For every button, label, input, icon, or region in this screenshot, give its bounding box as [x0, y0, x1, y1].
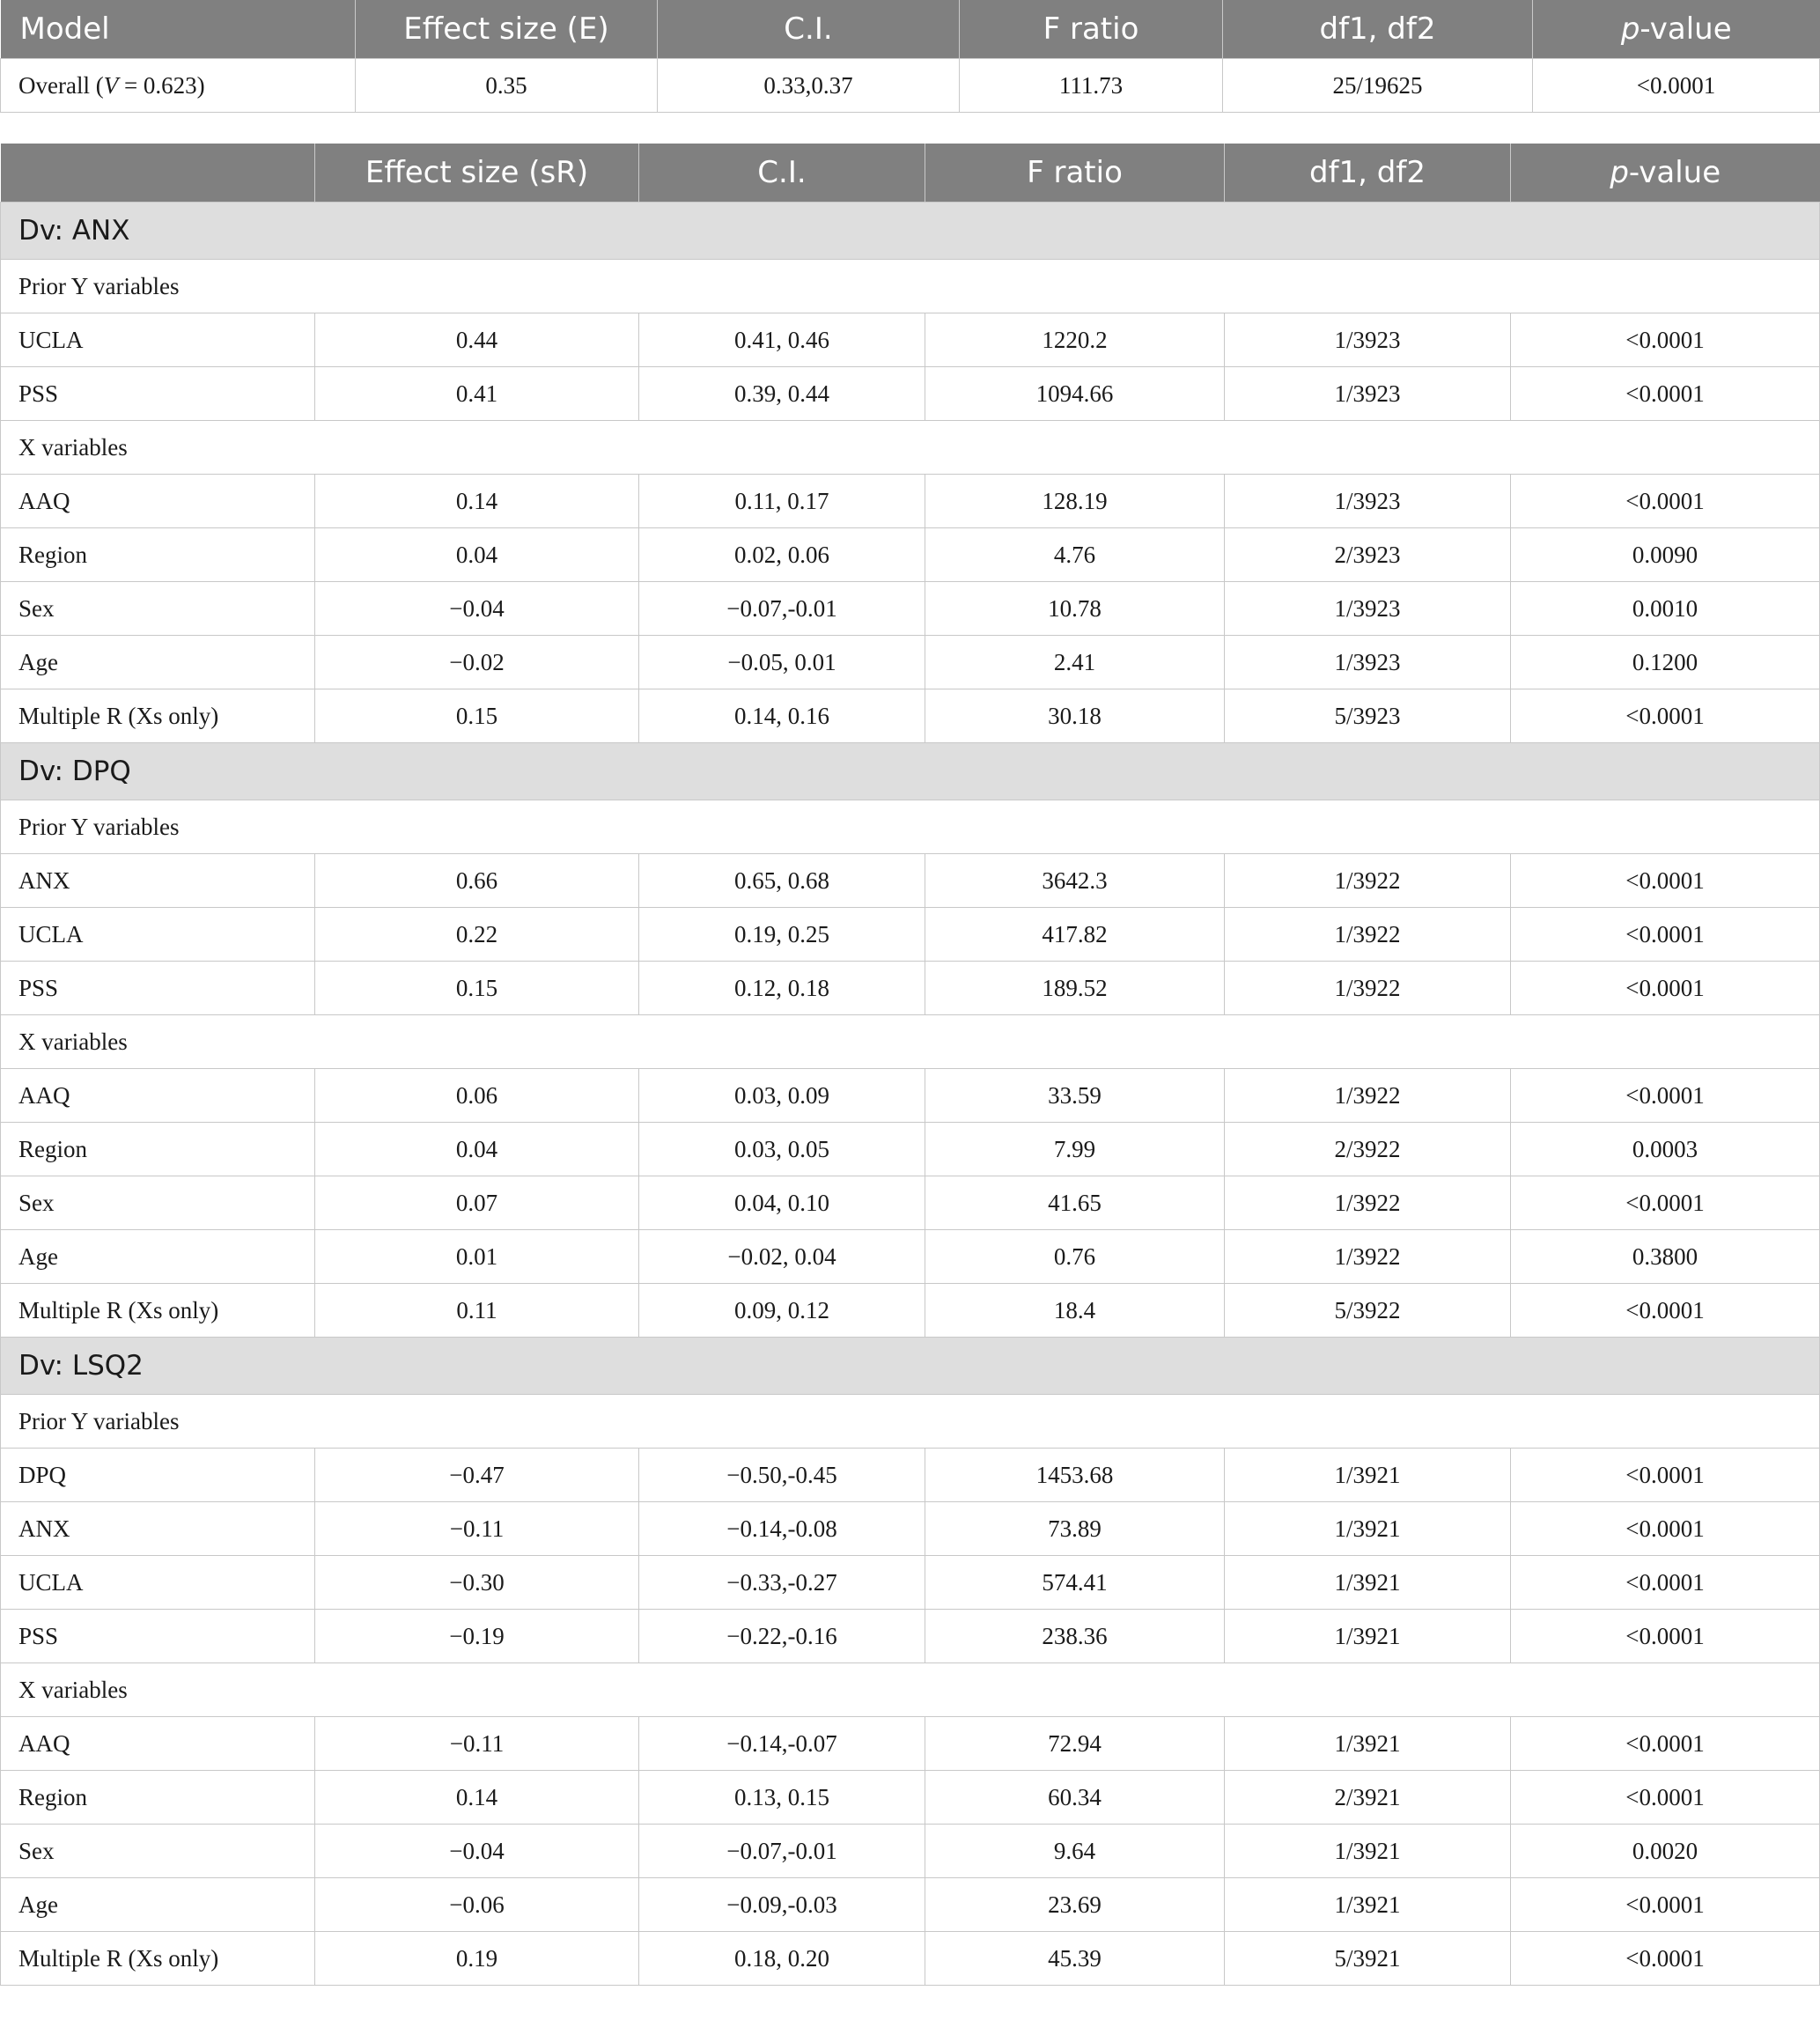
- group-row: [1, 1015, 1820, 1069]
- ci-cell: 0.02, 0.06: [639, 528, 925, 582]
- group-label: Prior Y variables: [1, 260, 1820, 313]
- df-cell: 1/3923: [1225, 582, 1511, 636]
- df-cell: 5/3922: [1225, 1284, 1511, 1338]
- df-cell: 1/3923: [1225, 636, 1511, 689]
- p-value-cell: 0.0090: [1511, 528, 1820, 582]
- p-value-cell: <0.0001: [1511, 1069, 1820, 1123]
- group-row: [1, 1663, 1820, 1717]
- overall-label: [1, 59, 356, 113]
- p-value-cell: 0.0010: [1511, 582, 1820, 636]
- overall-f-ratio: 111.73: [960, 59, 1223, 113]
- section-title: Dv: DPQ: [1, 743, 1820, 800]
- effect-size-cell: −0.11: [315, 1502, 639, 1556]
- effect-size-cell: 0.11: [315, 1284, 639, 1338]
- p-value-cell: <0.0001: [1511, 367, 1820, 421]
- p-value-cell: <0.0001: [1511, 1449, 1820, 1502]
- effect-size-cell: −0.06: [315, 1878, 639, 1932]
- ci-cell: −0.02, 0.04: [639, 1230, 925, 1284]
- f-ratio-cell: 1094.66: [925, 367, 1225, 421]
- table-row: [1, 1230, 1820, 1284]
- f-ratio-cell: 2.41: [925, 636, 1225, 689]
- df-cell: 1/3921: [1225, 1449, 1511, 1502]
- df-cell: 1/3922: [1225, 1230, 1511, 1284]
- p-value-cell: <0.0001: [1511, 1771, 1820, 1825]
- df-cell: 1/3923: [1225, 475, 1511, 528]
- group-row: [1, 260, 1820, 313]
- ci-cell: 0.41, 0.46: [639, 313, 925, 367]
- header-df: df1, df2: [1225, 144, 1511, 203]
- group-row: [1, 1395, 1820, 1449]
- group-label: X variables: [1, 1015, 1820, 1069]
- effect-size-cell: 0.04: [315, 528, 639, 582]
- section-title: Dv: LSQ2: [1, 1338, 1820, 1395]
- effect-size-cell: −0.02: [315, 636, 639, 689]
- header-p-value: [1511, 144, 1820, 203]
- variable-label: UCLA: [1, 313, 315, 367]
- effect-size-cell: −0.04: [315, 582, 639, 636]
- table-row: [1, 1825, 1820, 1878]
- f-ratio-cell: 574.41: [925, 1556, 1225, 1610]
- header-model: Model: [1, 0, 356, 59]
- p-value-cell: <0.0001: [1511, 1502, 1820, 1556]
- header-p-italic: p: [1620, 11, 1640, 47]
- variable-label: Sex: [1, 1176, 315, 1230]
- p-value-cell: <0.0001: [1511, 1717, 1820, 1771]
- df-cell: 1/3921: [1225, 1610, 1511, 1663]
- df-cell: 1/3921: [1225, 1556, 1511, 1610]
- header-f-ratio: F ratio: [960, 0, 1223, 59]
- header-p-suffix: -value: [1639, 11, 1732, 47]
- df-cell: 2/3923: [1225, 528, 1511, 582]
- f-ratio-cell: 3642.3: [925, 854, 1225, 908]
- p-value-cell: 0.0020: [1511, 1825, 1820, 1878]
- f-ratio-cell: 23.69: [925, 1878, 1225, 1932]
- table-row: [1, 1878, 1820, 1932]
- df-cell: 5/3921: [1225, 1932, 1511, 1986]
- ci-cell: 0.11, 0.17: [639, 475, 925, 528]
- df-cell: 1/3921: [1225, 1825, 1511, 1878]
- p-value-cell: 0.3800: [1511, 1230, 1820, 1284]
- effect-size-cell: −0.47: [315, 1449, 639, 1502]
- variable-label: Age: [1, 636, 315, 689]
- effect-size-cell: −0.11: [315, 1717, 639, 1771]
- f-ratio-cell: 189.52: [925, 962, 1225, 1015]
- df-cell: 1/3922: [1225, 1069, 1511, 1123]
- ci-cell: 0.65, 0.68: [639, 854, 925, 908]
- header-ci: C.I.: [658, 0, 960, 59]
- header-f-ratio: F ratio: [925, 144, 1225, 203]
- table-row: [1, 1069, 1820, 1123]
- p-value-cell: <0.0001: [1511, 1176, 1820, 1230]
- variable-label: AAQ: [1, 1069, 315, 1123]
- effect-size-cell: −0.30: [315, 1556, 639, 1610]
- overall-df: 25/19625: [1223, 59, 1533, 113]
- variable-label: PSS: [1, 1610, 315, 1663]
- group-label: X variables: [1, 421, 1820, 475]
- effect-size-cell: 0.04: [315, 1123, 639, 1176]
- p-value-cell: <0.0001: [1511, 313, 1820, 367]
- p-value-cell: <0.0001: [1511, 1284, 1820, 1338]
- ci-cell: 0.39, 0.44: [639, 367, 925, 421]
- ci-cell: −0.14,-0.08: [639, 1502, 925, 1556]
- group-row: [1, 421, 1820, 475]
- variable-label: Multiple R (Xs only): [1, 689, 315, 743]
- header-p-value: [1533, 0, 1820, 59]
- df-cell: 1/3921: [1225, 1717, 1511, 1771]
- effect-size-cell: 0.44: [315, 313, 639, 367]
- ci-cell: −0.07,-0.01: [639, 1825, 925, 1878]
- p-value-cell: 0.0003: [1511, 1123, 1820, 1176]
- ci-cell: 0.18, 0.20: [639, 1932, 925, 1986]
- overall-p-value: <0.0001: [1533, 59, 1820, 113]
- effect-size-cell: 0.41: [315, 367, 639, 421]
- table-row: [1, 367, 1820, 421]
- f-ratio-cell: 4.76: [925, 528, 1225, 582]
- f-ratio-cell: 33.59: [925, 1069, 1225, 1123]
- overall-row: [1, 59, 1820, 113]
- ci-cell: 0.19, 0.25: [639, 908, 925, 962]
- table-row: [1, 908, 1820, 962]
- ci-cell: 0.09, 0.12: [639, 1284, 925, 1338]
- f-ratio-cell: 60.34: [925, 1771, 1225, 1825]
- p-value-cell: <0.0001: [1511, 962, 1820, 1015]
- ci-cell: −0.05, 0.01: [639, 636, 925, 689]
- group-label: Prior Y variables: [1, 800, 1820, 854]
- df-cell: 2/3921: [1225, 1771, 1511, 1825]
- f-ratio-cell: 72.94: [925, 1717, 1225, 1771]
- f-ratio-cell: 7.99: [925, 1123, 1225, 1176]
- header-df: df1, df2: [1223, 0, 1533, 59]
- table-row: [1, 582, 1820, 636]
- variable-label: Sex: [1, 582, 315, 636]
- f-ratio-cell: 41.65: [925, 1176, 1225, 1230]
- ci-cell: 0.03, 0.09: [639, 1069, 925, 1123]
- table-row: [1, 313, 1820, 367]
- ci-cell: −0.50,-0.45: [639, 1449, 925, 1502]
- ci-cell: 0.12, 0.18: [639, 962, 925, 1015]
- header-p-suffix: -value: [1628, 155, 1721, 190]
- table-row: [1, 1502, 1820, 1556]
- variable-label: Region: [1, 1771, 315, 1825]
- effect-size-cell: 0.14: [315, 475, 639, 528]
- effect-size-cell: 0.15: [315, 689, 639, 743]
- f-ratio-cell: 73.89: [925, 1502, 1225, 1556]
- main-header-row: [1, 144, 1820, 203]
- p-value-cell: <0.0001: [1511, 854, 1820, 908]
- p-value-cell: <0.0001: [1511, 1878, 1820, 1932]
- p-value-cell: <0.0001: [1511, 1610, 1820, 1663]
- variable-label: PSS: [1, 962, 315, 1015]
- df-cell: 1/3921: [1225, 1502, 1511, 1556]
- regression-table-body: [1, 203, 1820, 1986]
- table-row: [1, 1610, 1820, 1663]
- variable-label: Region: [1, 528, 315, 582]
- ci-cell: 0.04, 0.10: [639, 1176, 925, 1230]
- f-ratio-cell: 417.82: [925, 908, 1225, 962]
- table-row: [1, 636, 1820, 689]
- p-value-cell: 0.1200: [1511, 636, 1820, 689]
- variable-label: ANX: [1, 854, 315, 908]
- variable-label: AAQ: [1, 1717, 315, 1771]
- group-row: [1, 800, 1820, 854]
- df-cell: 1/3923: [1225, 313, 1511, 367]
- f-ratio-cell: 10.78: [925, 582, 1225, 636]
- header-blank: [1, 144, 315, 203]
- table-row: [1, 854, 1820, 908]
- regression-table: [0, 144, 1820, 1986]
- effect-size-cell: 0.06: [315, 1069, 639, 1123]
- p-value-cell: <0.0001: [1511, 1556, 1820, 1610]
- table-row: [1, 962, 1820, 1015]
- variable-label: Region: [1, 1123, 315, 1176]
- ci-cell: −0.22,-0.16: [639, 1610, 925, 1663]
- variable-label: UCLA: [1, 1556, 315, 1610]
- variable-label: Multiple R (Xs only): [1, 1284, 315, 1338]
- ci-cell: 0.13, 0.15: [639, 1771, 925, 1825]
- table-row: [1, 1771, 1820, 1825]
- ci-cell: 0.14, 0.16: [639, 689, 925, 743]
- table-row: [1, 1556, 1820, 1610]
- ci-cell: 0.03, 0.05: [639, 1123, 925, 1176]
- table-row: [1, 1176, 1820, 1230]
- df-cell: 1/3922: [1225, 908, 1511, 962]
- group-label: X variables: [1, 1663, 1820, 1717]
- ci-cell: −0.33,-0.27: [639, 1556, 925, 1610]
- df-cell: 2/3922: [1225, 1123, 1511, 1176]
- f-ratio-cell: 0.76: [925, 1230, 1225, 1284]
- f-ratio-cell: 45.39: [925, 1932, 1225, 1986]
- f-ratio-cell: 9.64: [925, 1825, 1225, 1878]
- header-ci: C.I.: [639, 144, 925, 203]
- overall-ci: 0.33,0.37: [658, 59, 960, 113]
- f-ratio-cell: 128.19: [925, 475, 1225, 528]
- ci-cell: −0.14,-0.07: [639, 1717, 925, 1771]
- table-row: [1, 1932, 1820, 1986]
- f-ratio-cell: 1220.2: [925, 313, 1225, 367]
- f-ratio-cell: 1453.68: [925, 1449, 1225, 1502]
- effect-size-cell: 0.22: [315, 908, 639, 962]
- variable-label: ANX: [1, 1502, 315, 1556]
- df-cell: 5/3923: [1225, 689, 1511, 743]
- overall-header-row: [1, 0, 1820, 59]
- variable-label: Age: [1, 1230, 315, 1284]
- effect-size-cell: 0.66: [315, 854, 639, 908]
- variable-label: Sex: [1, 1825, 315, 1878]
- f-ratio-cell: 18.4: [925, 1284, 1225, 1338]
- p-value-cell: <0.0001: [1511, 1932, 1820, 1986]
- table-row: [1, 528, 1820, 582]
- f-ratio-cell: 30.18: [925, 689, 1225, 743]
- variable-label: Age: [1, 1878, 315, 1932]
- section-row: [1, 203, 1820, 260]
- overall-label-suffix: = 0.623): [118, 71, 205, 99]
- p-value-cell: <0.0001: [1511, 475, 1820, 528]
- group-label: Prior Y variables: [1, 1395, 1820, 1449]
- section-title: Dv: ANX: [1, 203, 1820, 260]
- table-row: [1, 689, 1820, 743]
- effect-size-cell: 0.15: [315, 962, 639, 1015]
- overall-label-prefix: Overall (: [18, 71, 104, 99]
- effect-size-cell: −0.19: [315, 1610, 639, 1663]
- section-row: [1, 1338, 1820, 1395]
- table-row: [1, 1449, 1820, 1502]
- df-cell: 1/3921: [1225, 1878, 1511, 1932]
- effect-size-cell: −0.04: [315, 1825, 639, 1878]
- overall-effect-size: 0.35: [356, 59, 658, 113]
- effect-size-cell: 0.14: [315, 1771, 639, 1825]
- df-cell: 1/3922: [1225, 854, 1511, 908]
- f-ratio-cell: 238.36: [925, 1610, 1225, 1663]
- overall-label-var: V: [103, 71, 119, 99]
- overall-model-table: [0, 0, 1820, 113]
- section-row: [1, 743, 1820, 800]
- variable-label: DPQ: [1, 1449, 315, 1502]
- effect-size-cell: 0.01: [315, 1230, 639, 1284]
- df-cell: 1/3922: [1225, 1176, 1511, 1230]
- variable-label: Multiple R (Xs only): [1, 1932, 315, 1986]
- ci-cell: −0.09,-0.03: [639, 1878, 925, 1932]
- variable-label: UCLA: [1, 908, 315, 962]
- variable-label: AAQ: [1, 475, 315, 528]
- df-cell: 1/3922: [1225, 962, 1511, 1015]
- variable-label: PSS: [1, 367, 315, 421]
- table-row: [1, 1123, 1820, 1176]
- table-row: [1, 1717, 1820, 1771]
- effect-size-cell: 0.07: [315, 1176, 639, 1230]
- table-row: [1, 475, 1820, 528]
- p-value-cell: <0.0001: [1511, 689, 1820, 743]
- df-cell: 1/3923: [1225, 367, 1511, 421]
- effect-size-cell: 0.19: [315, 1932, 639, 1986]
- ci-cell: −0.07,-0.01: [639, 582, 925, 636]
- header-effect-size-sr: Effect size (sR): [315, 144, 639, 203]
- header-effect-size: Effect size (E): [356, 0, 658, 59]
- header-p-italic: p: [1610, 155, 1629, 190]
- table-row: [1, 1284, 1820, 1338]
- p-value-cell: <0.0001: [1511, 908, 1820, 962]
